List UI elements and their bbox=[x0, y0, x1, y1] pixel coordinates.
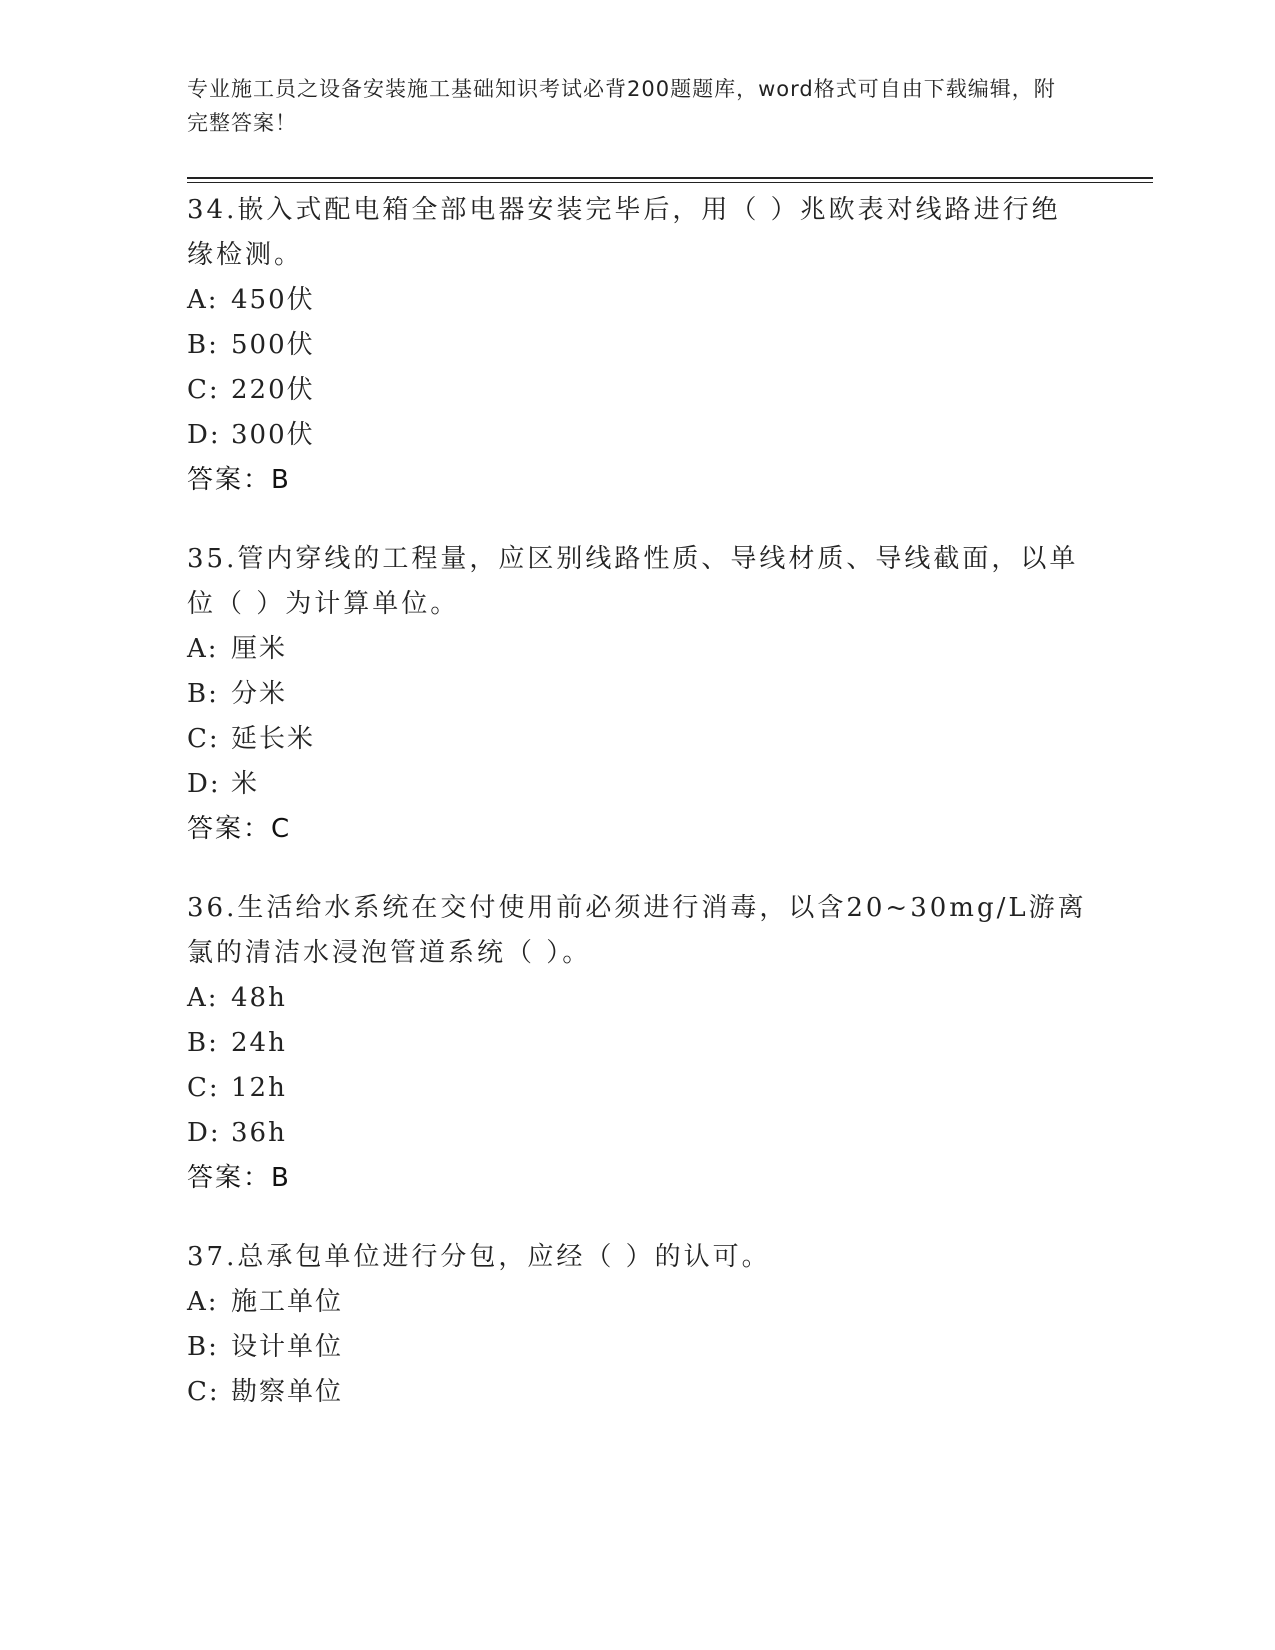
option-text: 米 bbox=[231, 769, 260, 799]
option-c bbox=[187, 717, 1087, 762]
option-text: 450伏 bbox=[231, 285, 315, 315]
option-c bbox=[187, 1370, 1087, 1415]
option-a bbox=[187, 627, 1087, 672]
option-text: 300伏 bbox=[231, 420, 315, 450]
option-c bbox=[187, 1066, 1087, 1111]
option-key: B: bbox=[187, 679, 219, 709]
option-key: A: bbox=[187, 1287, 219, 1317]
option-key: C: bbox=[187, 1377, 220, 1407]
option-key: C: bbox=[187, 375, 220, 405]
option-text: 36h bbox=[231, 1118, 287, 1148]
option-key: B: bbox=[187, 1028, 219, 1058]
option-key: A: bbox=[187, 634, 219, 664]
header-rule-thin bbox=[187, 182, 1153, 183]
option-b bbox=[187, 672, 1087, 717]
option-text: 施工单位 bbox=[231, 1287, 344, 1317]
option-key: B: bbox=[187, 330, 219, 360]
option-text: 500伏 bbox=[231, 330, 315, 360]
option-key: C: bbox=[187, 724, 220, 754]
option-key: A: bbox=[187, 983, 219, 1013]
option-a bbox=[187, 976, 1087, 1021]
option-b bbox=[187, 1021, 1087, 1066]
option-text: 厘米 bbox=[231, 634, 288, 664]
option-key: C: bbox=[187, 1073, 220, 1103]
answer-line: 答案：B bbox=[187, 465, 291, 495]
option-d bbox=[187, 1111, 1087, 1156]
option-text: 12h bbox=[231, 1073, 287, 1103]
option-b bbox=[187, 323, 1087, 368]
option-d bbox=[187, 762, 1087, 807]
option-key: A: bbox=[187, 285, 219, 315]
option-text: 分米 bbox=[231, 679, 288, 709]
question-stem: 34.嵌入式配电箱全部电器安装完毕后，用（ ）兆欧表对线路进行绝缘检测。 bbox=[187, 195, 1061, 270]
option-key: B: bbox=[187, 1332, 219, 1362]
question-37 bbox=[187, 1235, 1087, 1415]
option-key: D: bbox=[187, 1118, 221, 1148]
option-d bbox=[187, 413, 1087, 458]
option-text: 设计单位 bbox=[231, 1332, 344, 1362]
option-key: D: bbox=[187, 769, 221, 799]
option-text: 220伏 bbox=[231, 375, 315, 405]
option-text: 48h bbox=[231, 983, 287, 1013]
option-text: 24h bbox=[231, 1028, 287, 1058]
answer-line: 答案：B bbox=[187, 1163, 291, 1193]
question-34 bbox=[187, 188, 1087, 503]
answer-line: 答案：C bbox=[187, 814, 292, 844]
question-list bbox=[187, 188, 1087, 1449]
question-stem: 35.管内穿线的工程量，应区别线路性质、导线材质、导线截面，以单位（ ）为计算单位。 bbox=[187, 544, 1079, 619]
document-header: 专业施工员之设备安装施工基础知识考试必背200题题库，word格式可自由下载编辑，附完整答案！ bbox=[187, 77, 1056, 135]
header-rule-thick bbox=[187, 177, 1153, 179]
question-35 bbox=[187, 537, 1087, 852]
option-b bbox=[187, 1325, 1087, 1370]
option-text: 延长米 bbox=[231, 724, 316, 754]
option-a bbox=[187, 278, 1087, 323]
option-c bbox=[187, 368, 1087, 413]
option-key: D: bbox=[187, 420, 221, 450]
question-stem: 37.总承包单位进行分包，应经（ ）的认可。 bbox=[187, 1242, 771, 1272]
option-a bbox=[187, 1280, 1087, 1325]
question-stem: 36.生活给水系统在交付使用前必须进行消毒，以含20~30mg/L游离氯的清洁水浸泡管道系统（ ）。 bbox=[187, 893, 1087, 968]
question-36 bbox=[187, 886, 1087, 1201]
option-text: 勘察单位 bbox=[231, 1377, 344, 1407]
